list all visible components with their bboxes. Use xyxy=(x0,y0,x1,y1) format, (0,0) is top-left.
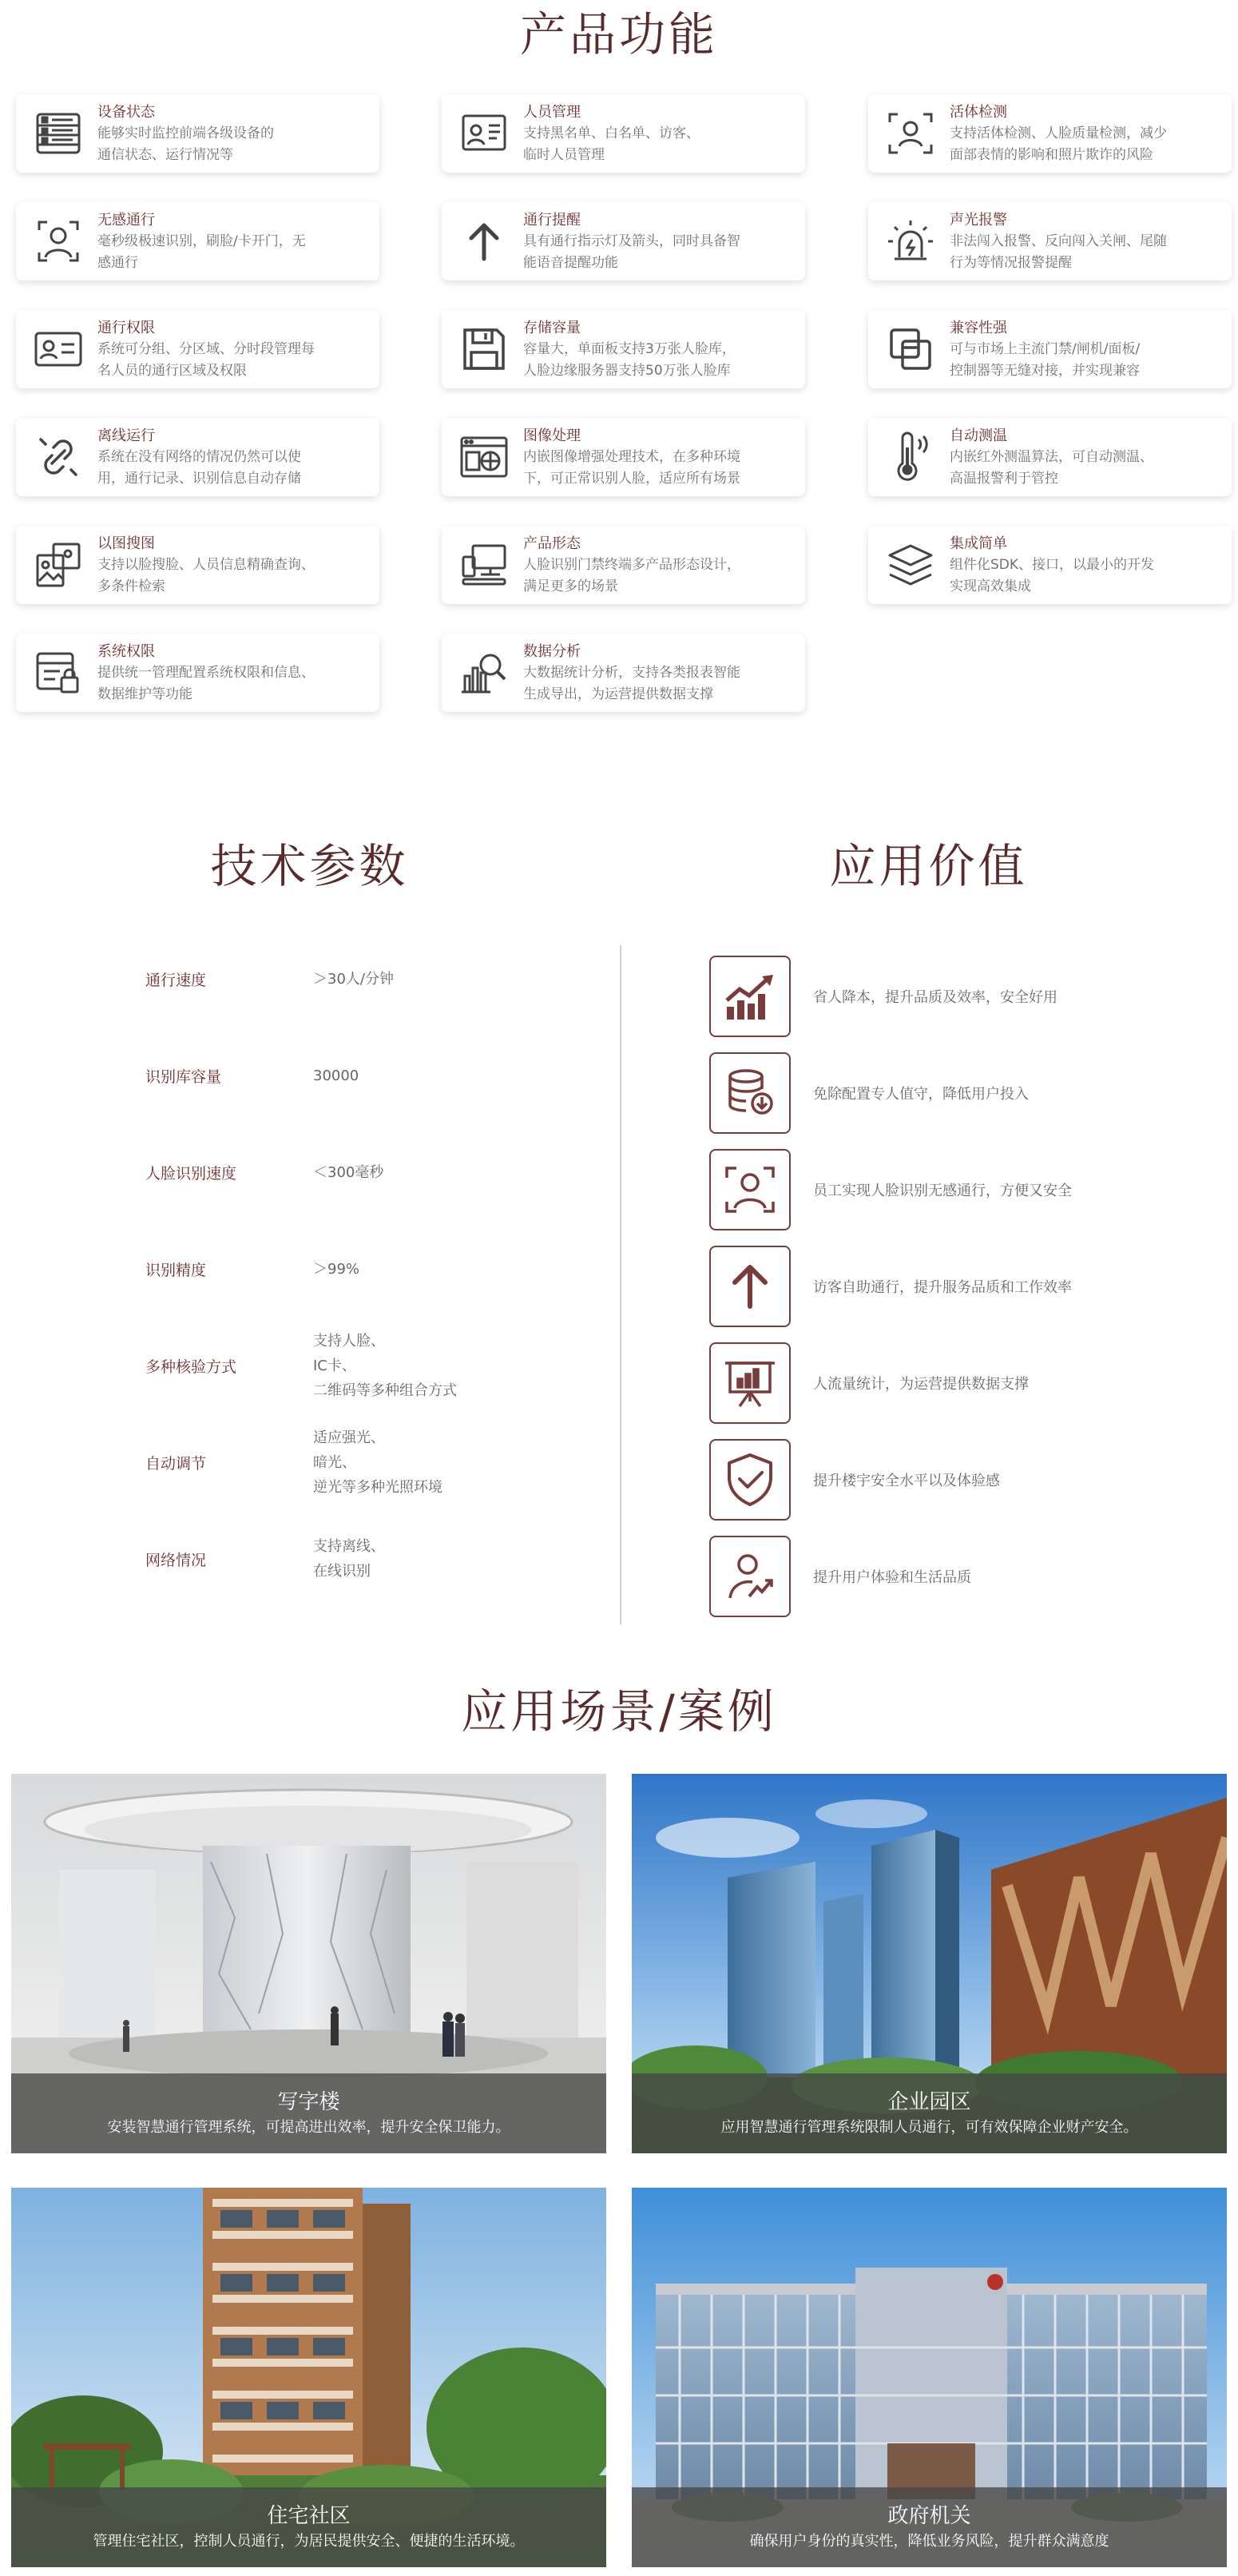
param-key: 识别库容量 xyxy=(145,1067,222,1086)
personnel-icon xyxy=(456,105,512,161)
feature-title: 活体检测 xyxy=(950,104,1007,121)
feature-title: 存储容量 xyxy=(523,320,581,336)
data-analysis-icon xyxy=(456,645,512,701)
feature-desc-line: 人脸识别门禁终端多产品形态设计， xyxy=(523,557,740,573)
param-key: 人脸识别速度 xyxy=(145,1164,237,1183)
feature-card xyxy=(442,634,805,712)
param-row xyxy=(0,935,619,1023)
feature-desc-line: 实现高效集成 xyxy=(950,578,1031,594)
value-text: 访客自助通行，提升服务品质和工作效率 xyxy=(813,1279,1072,1296)
feature-card xyxy=(868,418,1232,496)
param-value-line: ＜300毫秒 xyxy=(313,1163,384,1181)
feature-desc-line: 容量大，单面板支持3万张人脸库， xyxy=(523,341,736,357)
feature-desc-line: 组件化SDK、接口，以最小的开发 xyxy=(950,557,1155,573)
compat-icon xyxy=(883,321,938,377)
value-item xyxy=(709,1246,1220,1327)
feature-title: 自动测温 xyxy=(950,427,1007,444)
param-row xyxy=(0,1515,619,1603)
id-card-icon xyxy=(30,321,86,377)
param-value-line: IC卡、 xyxy=(313,1357,356,1374)
param-key: 识别精度 xyxy=(145,1261,207,1279)
face-pass-icon xyxy=(30,213,86,269)
feature-title: 系统权限 xyxy=(97,643,155,660)
values-title: 应用价值 xyxy=(829,839,1028,893)
param-value xyxy=(313,1322,457,1409)
value-text: 免除配置专人值守，降低用户投入 xyxy=(813,1086,1029,1103)
case-title: 企业园区 xyxy=(887,2090,971,2114)
feature-desc-line: 支持黑名单、白名单、访客、 xyxy=(523,125,700,141)
system-auth-icon xyxy=(30,645,86,701)
case-desc: 管理住宅社区，控制人员通行，为居民提供安全、便捷的生活环境。 xyxy=(93,2533,525,2550)
param-value-line: 支持人脸、 xyxy=(313,1332,385,1350)
param-value-line: ＞99% xyxy=(313,1260,360,1278)
feature-desc-line: 可与市场上主流门禁/闸机/面板/ xyxy=(950,341,1141,357)
param-value xyxy=(313,1128,383,1216)
offline-link-icon xyxy=(30,429,86,485)
feature-card xyxy=(16,310,379,388)
section-divider xyxy=(620,945,621,1624)
arrow-up-icon xyxy=(709,1246,791,1327)
param-row xyxy=(0,1225,619,1313)
presentation-icon xyxy=(709,1342,791,1424)
value-text: 提升用户体验和生活品质 xyxy=(813,1569,971,1586)
feature-desc-line: 下，可正常识别人脸，适应所有场景 xyxy=(523,471,740,487)
feature-card xyxy=(442,310,805,388)
value-item xyxy=(709,1536,1220,1617)
feature-title: 以图搜图 xyxy=(97,535,155,552)
feature-desc-line: 多条件检索 xyxy=(97,578,165,594)
feature-card xyxy=(16,202,379,280)
feature-desc-line: 内嵌图像增强处理技术，在多种环境 xyxy=(523,449,740,465)
param-key: 通行速度 xyxy=(145,971,207,989)
feature-desc-line: 感通行 xyxy=(97,255,138,271)
params-title: 技术参数 xyxy=(210,839,409,893)
feature-card xyxy=(442,94,805,173)
feature-desc-line: 临时人员管理 xyxy=(523,147,605,163)
param-value-line: ＞30人/分钟 xyxy=(313,970,394,988)
param-value-line: 在线识别 xyxy=(313,1563,371,1580)
shield-check-icon xyxy=(709,1439,791,1521)
value-item xyxy=(709,1149,1220,1230)
param-row xyxy=(0,1128,619,1216)
feature-desc-line: 支持活体检测、人脸质量检测，减少 xyxy=(950,125,1167,141)
value-text: 省人降本，提升品质及效率，安全好用 xyxy=(813,989,1057,1006)
case-title: 写字楼 xyxy=(277,2090,340,2114)
feature-title: 设备状态 xyxy=(97,104,155,121)
feature-desc-line: 面部表情的影响和照片欺诈的风险 xyxy=(950,147,1153,163)
param-value-line: 逆光等多种光照环境 xyxy=(313,1478,442,1496)
case-card xyxy=(11,2188,606,2567)
value-text: 提升楼宇安全水平以及体验感 xyxy=(813,1473,1000,1489)
feature-desc-line: 人脸边缘服务器支持50万张人脸库 xyxy=(523,363,731,379)
arrow-up-icon xyxy=(456,213,512,269)
feature-card xyxy=(868,526,1232,604)
case-title: 住宅社区 xyxy=(267,2504,351,2528)
feature-desc-line: 名人员的通行区域及权限 xyxy=(97,363,247,379)
feature-desc-line: 提供统一管理配置系统权限和信息、 xyxy=(97,665,315,681)
param-row xyxy=(0,1418,619,1506)
feature-desc-line: 具有通行指示灯及箭头，同时具备智 xyxy=(523,233,740,249)
feature-title: 数据分析 xyxy=(523,643,581,660)
feature-title: 通行权限 xyxy=(97,320,155,336)
feature-card xyxy=(442,202,805,280)
alarm-icon xyxy=(883,213,938,269)
feature-title: 离线运行 xyxy=(97,427,155,444)
feature-card xyxy=(16,634,379,712)
case-card xyxy=(11,1774,606,2153)
param-value xyxy=(313,1032,359,1119)
save-icon xyxy=(456,321,512,377)
case-caption xyxy=(11,2487,606,2567)
param-row xyxy=(0,1322,619,1409)
feature-title: 集成简单 xyxy=(950,535,1007,552)
value-item xyxy=(709,956,1220,1037)
feature-card xyxy=(16,418,379,496)
feature-card xyxy=(868,202,1232,280)
feature-desc-line: 用，通行记录、识别信息自动存储 xyxy=(97,471,301,487)
feature-card xyxy=(442,418,805,496)
feature-card xyxy=(442,526,805,604)
param-key: 自动调节 xyxy=(145,1454,207,1473)
feature-title: 声光报警 xyxy=(950,212,1007,229)
case-caption xyxy=(11,2073,606,2153)
case-desc: 安装智慧通行管理系统，可提高进出效率，提升安全保卫能力。 xyxy=(107,2119,510,2136)
feature-desc-line: 系统在没有网络的情况仍然可以使 xyxy=(97,449,301,465)
param-value-line: 适应强光、 xyxy=(313,1429,385,1446)
feature-title: 产品形态 xyxy=(523,535,581,552)
case-caption xyxy=(632,2487,1227,2567)
feature-title: 图像处理 xyxy=(523,427,581,444)
feature-desc-line: 生成导出，为运营提供数据支撑 xyxy=(523,686,713,702)
feature-card xyxy=(868,94,1232,173)
liveness-icon xyxy=(883,105,938,161)
value-text: 员工实现人脸识别无感通行，方便又安全 xyxy=(813,1183,1072,1199)
feature-desc-line: 内嵌红外测温算法，可自动测温、 xyxy=(950,449,1153,465)
device-status-icon xyxy=(30,105,86,161)
param-value xyxy=(313,1515,385,1603)
feature-card xyxy=(16,526,379,604)
feature-desc-line: 能够实时监控前端各级设备的 xyxy=(97,125,274,141)
value-item xyxy=(709,1342,1220,1424)
param-key: 多种核验方式 xyxy=(145,1358,237,1376)
case-desc: 应用智慧通行管理系统限制人员通行，可有效保障企业财产安全。 xyxy=(720,2119,1138,2136)
image-search-icon xyxy=(30,537,86,593)
face-scan-icon xyxy=(709,1149,791,1230)
param-row xyxy=(0,1032,619,1119)
feature-desc-line: 系统可分组、分区域、分时段管理每 xyxy=(97,341,315,357)
param-value xyxy=(313,1418,442,1506)
feature-desc-line: 数据维护等功能 xyxy=(97,686,192,702)
param-value-line: 支持离线、 xyxy=(313,1538,385,1555)
feature-title: 通行提醒 xyxy=(523,212,581,229)
feature-title: 无感通行 xyxy=(97,212,155,229)
thermometer-icon xyxy=(883,429,938,485)
feature-title: 兼容性强 xyxy=(950,320,1007,336)
feature-card xyxy=(868,310,1232,388)
param-key: 网络情况 xyxy=(145,1551,207,1569)
param-value xyxy=(313,935,394,1023)
feature-desc-line: 满足更多的场景 xyxy=(523,578,618,594)
value-item xyxy=(709,1439,1220,1521)
growth-chart-icon xyxy=(709,956,791,1037)
database-icon xyxy=(709,1052,791,1134)
image-process-icon xyxy=(456,429,512,485)
value-item xyxy=(709,1052,1220,1134)
devices-icon xyxy=(456,537,512,593)
feature-desc-line: 控制器等无缝对接，并实现兼容 xyxy=(950,363,1140,379)
param-value-line: 30000 xyxy=(313,1067,359,1084)
feature-desc-line: 大数据统计分析，支持各类报表智能 xyxy=(523,665,740,681)
feature-desc-line: 毫秒级极速识别，刷脸/卡开门，无 xyxy=(97,233,306,249)
param-value xyxy=(313,1225,359,1313)
case-title: 政府机关 xyxy=(887,2504,971,2528)
layers-icon xyxy=(883,537,938,593)
case-caption xyxy=(632,2073,1227,2153)
feature-title: 人员管理 xyxy=(523,104,581,121)
value-text: 人流量统计，为运营提供数据支撑 xyxy=(813,1376,1029,1393)
user-growth-icon xyxy=(709,1536,791,1617)
cases-title: 应用场景/案例 xyxy=(461,1684,777,1739)
feature-desc-line: 高温报警利于管控 xyxy=(950,471,1058,487)
case-card xyxy=(632,2188,1227,2567)
feature-desc-line: 行为等情况报警提醒 xyxy=(950,255,1072,271)
feature-desc-line: 非法闯入报警、反向闯入关闸、尾随 xyxy=(950,233,1167,249)
param-value-line: 暗光、 xyxy=(313,1453,356,1471)
case-card xyxy=(632,1774,1227,2153)
feature-card xyxy=(16,94,379,173)
feature-desc-line: 能语音提醒功能 xyxy=(523,255,618,271)
features-title: 产品功能 xyxy=(519,7,718,62)
case-desc: 确保用户身份的真实性，降低业务风险，提升群众满意度 xyxy=(749,2533,1109,2550)
feature-desc-line: 通信状态、运行情况等 xyxy=(97,147,233,163)
feature-desc-line: 支持以脸搜脸、人员信息精确查询、 xyxy=(97,557,315,573)
param-value-line: 二维码等多种组合方式 xyxy=(313,1381,457,1399)
